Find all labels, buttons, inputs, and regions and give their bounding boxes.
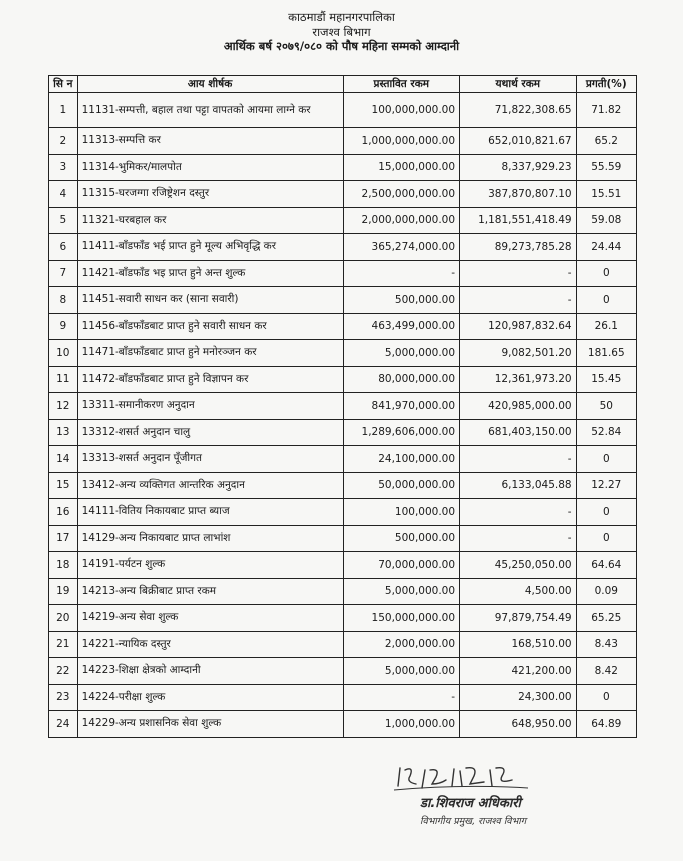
cell-progress: 50	[576, 393, 636, 420]
cell-title: 14111-वितिय निकायबाट प्राप्त ब्याज	[77, 499, 343, 526]
cell-proposed: -	[343, 684, 460, 711]
cell-actual: 97,879,754.49	[460, 605, 577, 632]
table-row	[49, 552, 637, 579]
table-row	[49, 393, 637, 420]
cell-actual: 681,403,150.00	[460, 419, 577, 446]
table-row	[49, 605, 637, 632]
cell-progress: 8.42	[576, 658, 636, 685]
cell-actual: 89,273,785.28	[460, 234, 577, 261]
cell-proposed: 365,274,000.00	[343, 234, 460, 261]
cell-title: 11315-घरजग्गा रजिष्ट्रेशन दस्तुर	[77, 181, 343, 208]
cell-proposed: 5,000,000.00	[343, 658, 460, 685]
cell-title: 11313-सम्पत्ति कर	[77, 128, 343, 155]
cell-sn: 7	[49, 260, 78, 287]
cell-progress: 0	[576, 525, 636, 552]
table-header-row	[49, 76, 637, 93]
table-row	[49, 128, 637, 155]
cell-sn: 17	[49, 525, 78, 552]
cell-proposed: 50,000,000.00	[343, 472, 460, 499]
column-header-actual: यथार्थ रकम	[460, 76, 577, 93]
cell-proposed: 100,000,000.00	[343, 93, 460, 128]
department-name: राजश्व बिभाग	[312, 24, 371, 39]
cell-proposed: 2,500,000,000.00	[343, 181, 460, 208]
cell-sn: 23	[49, 684, 78, 711]
cell-title: 11472-बाँडफाँडबाट प्राप्त हुने विज्ञापन कर	[77, 366, 343, 393]
table-row	[49, 287, 637, 314]
cell-title: 13311-समानीकरण अनुदान	[77, 393, 343, 420]
cell-sn: 13	[49, 419, 78, 446]
table-row	[49, 578, 637, 605]
cell-sn: 3	[49, 154, 78, 181]
cell-title: 11456-बाँडफाँडबाट प्राप्त हुने सवारी साधन कर	[77, 313, 343, 340]
cell-title: 13312-शसर्त अनुदान चालु	[77, 419, 343, 446]
cell-title: 14219-अन्य सेवा शुल्क	[77, 605, 343, 632]
cell-actual: 4,500.00	[460, 578, 577, 605]
cell-proposed: 15,000,000.00	[343, 154, 460, 181]
cell-title: 11131-सम्पत्ती, बहाल तथा पट्टा वापतको आयमा लाग्ने कर	[77, 93, 343, 128]
cell-title: 14213-अन्य बिक्रीबाट प्राप्त रकम	[77, 578, 343, 605]
cell-progress: 0	[576, 260, 636, 287]
cell-actual: 168,510.00	[460, 631, 577, 658]
table-row	[49, 658, 637, 685]
cell-actual: 652,010,821.67	[460, 128, 577, 155]
cell-sn: 5	[49, 207, 78, 234]
cell-title: 11471-बाँडफाँडबाट प्राप्त हुने मनोरञ्जन कर	[77, 340, 343, 367]
cell-proposed: -	[343, 260, 460, 287]
cell-progress: 0	[576, 684, 636, 711]
cell-title: 14224-परीक्षा शुल्क	[77, 684, 343, 711]
cell-proposed: 5,000,000.00	[343, 578, 460, 605]
report-title: आर्थिक बर्ष २०७९/०८० को पौष महिना सम्मको आम्दानी	[223, 39, 460, 53]
table-header	[49, 76, 637, 93]
table-row	[49, 154, 637, 181]
column-header-proposed: प्रस्तावित रकम	[343, 76, 460, 93]
cell-proposed: 150,000,000.00	[343, 605, 460, 632]
cell-progress: 55.59	[576, 154, 636, 181]
cell-progress: 12.27	[576, 472, 636, 499]
cell-proposed: 5,000,000.00	[343, 340, 460, 367]
cell-progress: 8.43	[576, 631, 636, 658]
cell-progress: 181.65	[576, 340, 636, 367]
cell-sn: 15	[49, 472, 78, 499]
cell-title: 14129-अन्य निकायबाट प्राप्त लाभांश	[77, 525, 343, 552]
cell-actual: 71,822,308.65	[460, 93, 577, 128]
table-row	[49, 181, 637, 208]
document-header	[0, 10, 683, 54]
cell-progress: 0	[576, 287, 636, 314]
column-header-title: आय शीर्षक	[77, 76, 343, 93]
cell-proposed: 1,000,000.00	[343, 711, 460, 738]
cell-proposed: 463,499,000.00	[343, 313, 460, 340]
cell-actual: 12,361,973.20	[460, 366, 577, 393]
cell-sn: 9	[49, 313, 78, 340]
cell-actual: 120,987,832.64	[460, 313, 577, 340]
cell-actual: 9,082,501.20	[460, 340, 577, 367]
cell-progress: 65.25	[576, 605, 636, 632]
cell-sn: 12	[49, 393, 78, 420]
cell-sn: 14	[49, 446, 78, 473]
cell-sn: 22	[49, 658, 78, 685]
cell-actual: -	[460, 287, 577, 314]
cell-sn: 16	[49, 499, 78, 526]
cell-actual: 420,985,000.00	[460, 393, 577, 420]
table-body	[49, 93, 637, 738]
cell-sn: 10	[49, 340, 78, 367]
table-row	[49, 260, 637, 287]
cell-progress: 15.45	[576, 366, 636, 393]
cell-sn: 20	[49, 605, 78, 632]
table-row	[49, 525, 637, 552]
cell-title: 11451-सवारी साधन कर (साना सवारी)	[77, 287, 343, 314]
cell-progress: 0	[576, 499, 636, 526]
cell-proposed: 80,000,000.00	[343, 366, 460, 393]
signer-designation: विभागीय प्रमुख, राजश्व विभाग	[420, 816, 527, 827]
cell-title: 13412-अन्य व्यक्तिगत आन्तरिक अनुदान	[77, 472, 343, 499]
cell-title: 14223-शिक्षा क्षेत्रको आम्दानी	[77, 658, 343, 685]
cell-proposed: 2,000,000.00	[343, 631, 460, 658]
table-row	[49, 93, 637, 128]
cell-title: 11421-बाँडफाँड भइ प्राप्त हुने अन्त शुल्क	[77, 260, 343, 287]
cell-title: 14191-पर्यटन शुल्क	[77, 552, 343, 579]
cell-sn: 2	[49, 128, 78, 155]
table-row	[49, 419, 637, 446]
cell-actual: 45,250,050.00	[460, 552, 577, 579]
cell-sn: 4	[49, 181, 78, 208]
cell-progress: 64.89	[576, 711, 636, 738]
cell-title: 13313-शसर्त अनुदान पूँजीगत	[77, 446, 343, 473]
cell-progress: 59.08	[576, 207, 636, 234]
cell-sn: 18	[49, 552, 78, 579]
cell-proposed: 841,970,000.00	[343, 393, 460, 420]
cell-actual: -	[460, 525, 577, 552]
cell-progress: 52.84	[576, 419, 636, 446]
cell-title: 11314-भुमिकर/मालपोत	[77, 154, 343, 181]
cell-progress: 71.82	[576, 93, 636, 128]
table-row	[49, 207, 637, 234]
cell-title: 14229-अन्य प्रशासनिक सेवा शुल्क	[77, 711, 343, 738]
cell-progress: 15.51	[576, 181, 636, 208]
signer-name: डा.शिवराज अधिकारी	[420, 796, 521, 811]
cell-sn: 11	[49, 366, 78, 393]
cell-proposed: 1,000,000,000.00	[343, 128, 460, 155]
cell-title: 11411-बाँडफाँड भई प्राप्त हुने मूल्य अभिवृद्धि कर	[77, 234, 343, 261]
cell-actual: -	[460, 499, 577, 526]
cell-proposed: 1,289,606,000.00	[343, 419, 460, 446]
table-row	[49, 446, 637, 473]
revenue-table	[48, 75, 637, 738]
table-row	[49, 631, 637, 658]
table-row	[49, 499, 637, 526]
cell-sn: 6	[49, 234, 78, 261]
cell-actual: 24,300.00	[460, 684, 577, 711]
table-row	[49, 711, 637, 738]
cell-progress: 24.44	[576, 234, 636, 261]
column-header-sn: सि न	[49, 76, 78, 93]
table-row	[49, 366, 637, 393]
cell-actual: 6,133,045.88	[460, 472, 577, 499]
cell-proposed: 2,000,000,000.00	[343, 207, 460, 234]
cell-actual: 1,181,551,418.49	[460, 207, 577, 234]
table-row	[49, 234, 637, 261]
cell-actual: 648,950.00	[460, 711, 577, 738]
cell-proposed: 24,100,000.00	[343, 446, 460, 473]
cell-proposed: 100,000.00	[343, 499, 460, 526]
signature-scrawl	[392, 762, 532, 792]
cell-progress: 65.2	[576, 128, 636, 155]
cell-actual: -	[460, 446, 577, 473]
cell-actual: 421,200.00	[460, 658, 577, 685]
table-row	[49, 684, 637, 711]
column-header-progress: प्रगती(%)	[576, 76, 636, 93]
cell-progress: 0.09	[576, 578, 636, 605]
cell-sn: 1	[49, 93, 78, 128]
cell-sn: 24	[49, 711, 78, 738]
cell-title: 14221-न्यायिक दस्तुर	[77, 631, 343, 658]
office-name: काठमाडौं महानगरपालिका	[288, 10, 395, 24]
cell-progress: 26.1	[576, 313, 636, 340]
cell-sn: 8	[49, 287, 78, 314]
cell-proposed: 500,000.00	[343, 287, 460, 314]
cell-sn: 19	[49, 578, 78, 605]
cell-title: 11321-घरबहाल कर	[77, 207, 343, 234]
cell-proposed: 70,000,000.00	[343, 552, 460, 579]
cell-actual: -	[460, 260, 577, 287]
table-row	[49, 472, 637, 499]
cell-sn: 21	[49, 631, 78, 658]
cell-proposed: 500,000.00	[343, 525, 460, 552]
cell-actual: 387,870,807.10	[460, 181, 577, 208]
cell-progress: 0	[576, 446, 636, 473]
table-row	[49, 340, 637, 367]
table-row	[49, 313, 637, 340]
cell-progress: 64.64	[576, 552, 636, 579]
cell-actual: 8,337,929.23	[460, 154, 577, 181]
